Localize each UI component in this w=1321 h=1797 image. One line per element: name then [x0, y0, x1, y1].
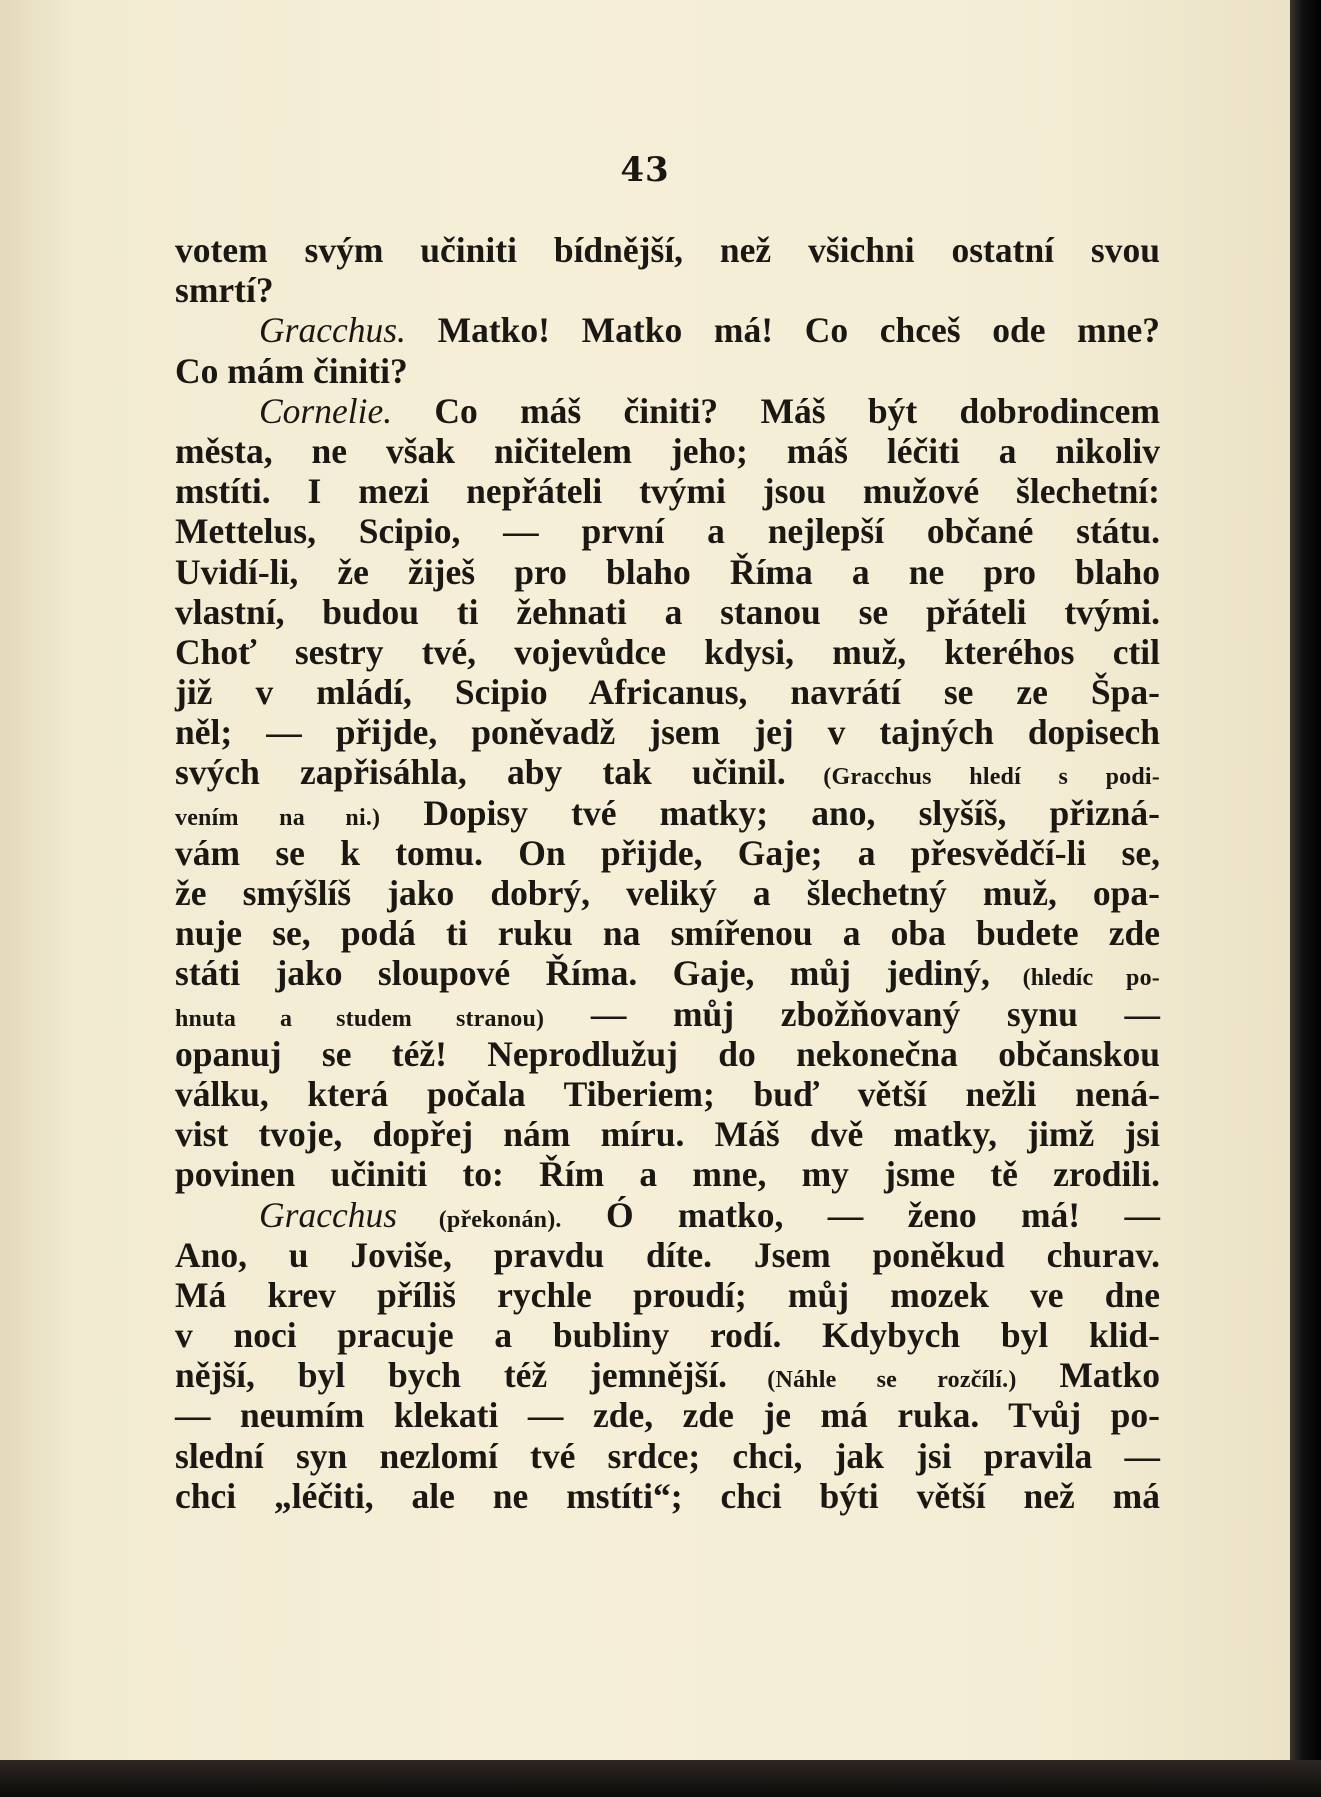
text-line: Choť sestry tvé, vojevůdce kdysi, muž, kteréhos ctil [175, 631, 1160, 672]
text-line: nější, byl bych též jemnější. (Náhle se rozčílí.) Matko [175, 1355, 1160, 1396]
text-line: vením na ni.) Dopisy tvé matky; ano, slyšíš, přizná- [175, 792, 1160, 833]
stage-direction: (hledíc po- [989, 965, 1160, 992]
text-line: svých zapřisáhla, aby tak učinil. (Gracchus hledí s podi- [175, 752, 1160, 793]
text-line: smrtí? [175, 270, 274, 311]
text-line: vám se k tomu. On přijde, Gaje; a přesvědčí-li se, [175, 832, 1160, 873]
stage-direction: (Gracchus hledí s podi- [785, 764, 1160, 791]
stage-direction: (Náhle se rozčílí.) [727, 1367, 1017, 1394]
stage-direction: (překonán). [397, 1206, 562, 1233]
text-line: Cornelie. Co máš činiti? Máš být dobrodincem [259, 390, 1160, 431]
stage-direction: vením na ni.) [175, 804, 381, 831]
text-line: nuje se, podá ti ruku na smířenou a oba budete zde [175, 913, 1160, 954]
text-line: Uvidí-li, že žiješ pro blaho Říma a ne pro blaho [175, 551, 1160, 592]
text-line: mstíti. I mezi nepřáteli tvými jsou mužové šlechetní: [175, 471, 1160, 512]
text-line: Mettelus, Scipio, — první a nejlepší občané státu. [175, 511, 1160, 552]
text-line: votem svým učiniti bídnější, než všichni ostatní svou [175, 230, 1160, 270]
text-line: vlastní, budou ti žehnati a stanou se přáteli tvými. [175, 591, 1160, 632]
text-line: že smýšlíš jako dobrý, veliký a šlechetný muž, opa- [175, 873, 1160, 913]
text-line: Gracchus. Matko! Matko má! Co chceš ode mne? [259, 310, 1160, 351]
text-line: povinen učiniti to: Řím a mne, my jsme tě zrodili. [175, 1154, 1160, 1195]
text-line: něl; — přijde, poněvadž jsem jej v tajných dopisech [175, 712, 1160, 753]
speaker-name: Cornelie. [259, 390, 393, 431]
text-line: opanuj se též! Neprodlužuj do nekonečna občanskou [175, 1033, 1160, 1074]
speaker-name: Gracchus [259, 1194, 398, 1235]
text-line: chci „léčiti, ale ne mstíti“; chci býti větší než má [175, 1475, 1160, 1516]
text-line: válku, která počala Tiberiem; buď větší nežli nená- [175, 1073, 1160, 1114]
stage-direction: hnuta a studem stranou) [175, 1005, 545, 1032]
text-line: — neumím klekati — zde, zde je má ruka. Tvůj po- [175, 1395, 1160, 1436]
text-line: slední syn nezlomí tvé srdce; chci, jak jsi pravila — [175, 1435, 1160, 1476]
text-line: již v mládí, Scipio Africanus, navrátí se ze Špa- [175, 672, 1160, 713]
text-line: Co mám činiti? [175, 350, 408, 391]
text-line: v noci pracuje a bubliny rodí. Kdybych byl klid- [175, 1315, 1160, 1356]
text-line: Ano, u Joviše, pravdu díte. Jsem poněkud churav. [175, 1234, 1160, 1275]
text-line: vist tvoje, dopřej nám míru. Máš dvě matky, jimž jsi [175, 1114, 1160, 1155]
text-line: hnuta a studem stranou) — můj zbožňovaný synu — [175, 993, 1160, 1034]
text-line: města, ne však ničitelem jeho; máš léčiti a nikoliv [175, 430, 1160, 471]
speaker-name: Gracchus. [259, 310, 406, 351]
text-line: Gracchus (překonán). Ó matko, — ženo má! — [259, 1194, 1160, 1235]
text-line: Má krev příliš rychle proudí; můj mozek ve dne [175, 1274, 1160, 1315]
page-number: 43 [620, 150, 670, 190]
body-text [175, 230, 1160, 1516]
text-line: státi jako sloupové Říma. Gaje, můj jediný, (hledíc po- [175, 953, 1160, 994]
page-edge-shadow [0, 1760, 1321, 1797]
page-edge-shadow [1290, 0, 1321, 1797]
